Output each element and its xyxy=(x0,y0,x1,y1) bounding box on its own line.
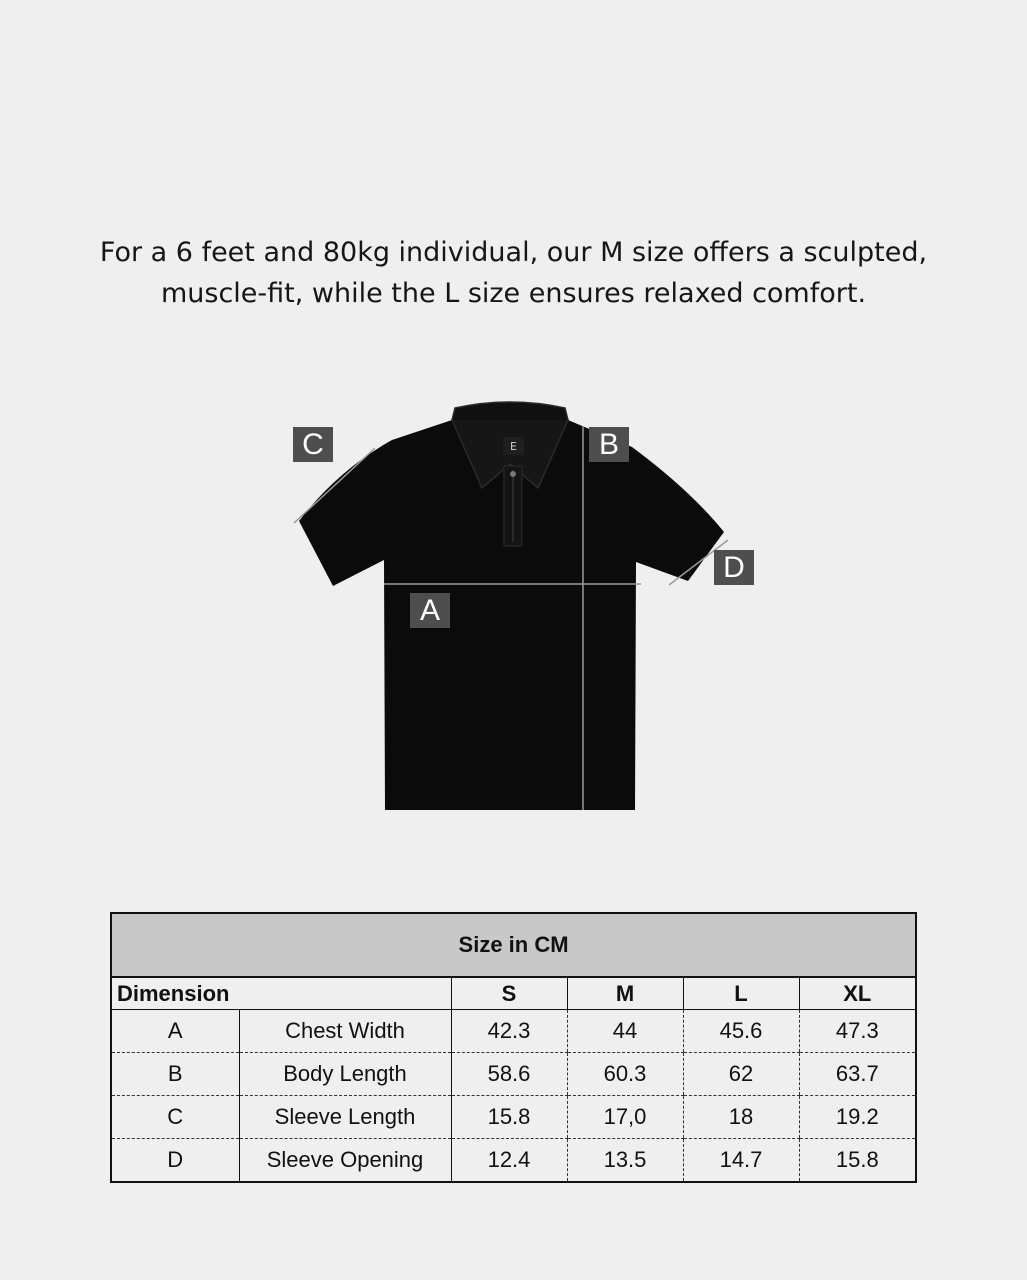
row-value-m: 44 xyxy=(567,1010,683,1053)
label-a-tag: A xyxy=(410,593,450,628)
row-dimension-name: Sleeve Length xyxy=(239,1096,451,1139)
size-advice-line-1: For a 6 feet and 80kg individual, our M size offers a sculpted, xyxy=(99,237,928,268)
dimension-header: Dimension xyxy=(111,977,451,1010)
row-value-m: 13.5 xyxy=(567,1139,683,1183)
row-value-l: 18 xyxy=(683,1096,799,1139)
size-advice-line-2: muscle-fit, while the L size ensures relaxed comfort. xyxy=(160,278,867,309)
size-chart-header-row xyxy=(111,977,916,1010)
row-value-xl: 15.8 xyxy=(799,1139,916,1183)
size-header-s: S xyxy=(451,977,567,1010)
row-value-l: 14.7 xyxy=(683,1139,799,1183)
row-dimension-name: Chest Width xyxy=(239,1010,451,1053)
row-value-s: 15.8 xyxy=(451,1096,567,1139)
row-letter: D xyxy=(111,1139,239,1183)
row-value-xl: 19.2 xyxy=(799,1096,916,1139)
table-row xyxy=(111,1010,916,1053)
row-dimension-name: Body Length xyxy=(239,1053,451,1096)
table-row xyxy=(111,1053,916,1096)
size-header-l: L xyxy=(683,977,799,1010)
row-dimension-name: Sleeve Opening xyxy=(239,1139,451,1183)
label-b-tag: B xyxy=(589,427,629,462)
size-header-m: M xyxy=(567,977,683,1010)
size-chart-caption-row xyxy=(111,913,916,977)
row-letter: A xyxy=(111,1010,239,1053)
row-value-l: 45.6 xyxy=(683,1010,799,1053)
row-value-m: 60.3 xyxy=(567,1053,683,1096)
size-chart-table xyxy=(110,912,917,1183)
row-value-s: 42.3 xyxy=(451,1010,567,1053)
row-value-xl: 63.7 xyxy=(799,1053,916,1096)
row-value-l: 62 xyxy=(683,1053,799,1096)
size-chart-caption: Size in CM xyxy=(111,913,916,977)
row-letter: C xyxy=(111,1096,239,1139)
row-letter: B xyxy=(111,1053,239,1096)
row-value-s: 12.4 xyxy=(451,1139,567,1183)
row-value-xl: 47.3 xyxy=(799,1010,916,1053)
label-c-tag: C xyxy=(293,427,333,462)
size-header-xl: XL xyxy=(799,977,916,1010)
svg-text:E: E xyxy=(510,440,517,453)
table-row xyxy=(111,1096,916,1139)
row-value-m: 17,0 xyxy=(567,1096,683,1139)
row-value-s: 58.6 xyxy=(451,1053,567,1096)
label-d-tag: D xyxy=(714,550,754,585)
table-row xyxy=(111,1139,916,1183)
